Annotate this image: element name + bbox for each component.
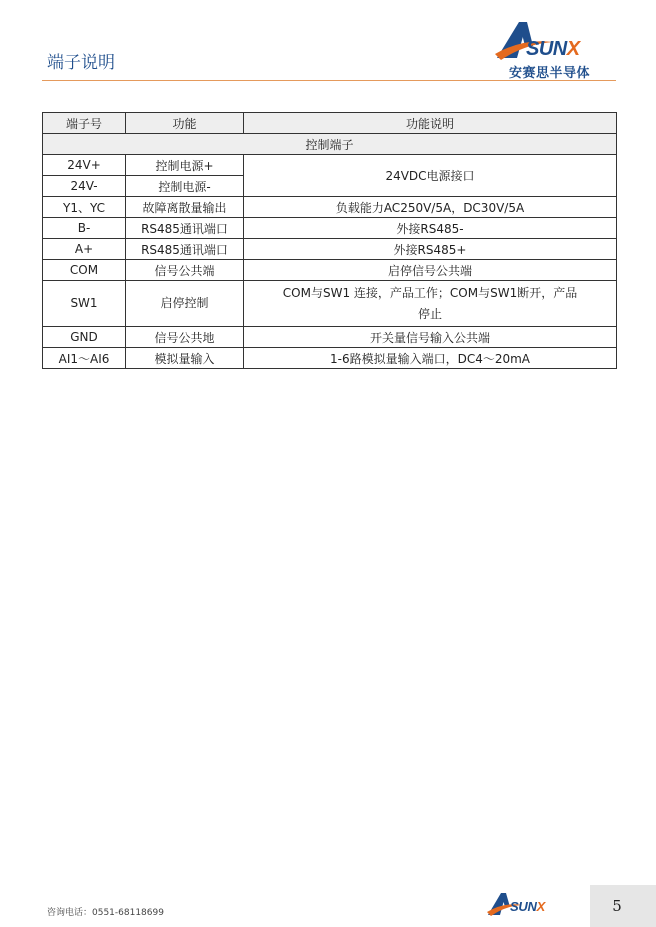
cell-terminal: COM (43, 260, 126, 281)
cell-description: 启停信号公共端 (244, 260, 617, 281)
footer-logo-wordmark: SUNX (510, 899, 545, 914)
cell-function: RS485通讯端口 (126, 218, 244, 239)
cell-description: 外接RS485- (244, 218, 617, 239)
group-title: 控制端子 (43, 134, 617, 155)
page-number-box (590, 885, 656, 927)
cell-terminal: A+ (43, 239, 126, 260)
page-number: 5 (612, 897, 622, 915)
terminal-table (42, 112, 617, 369)
logo-company-name: 安赛思半导体 (509, 66, 591, 81)
description-line: 停止 (417, 306, 442, 321)
cell-function: 故障离散量输出 (126, 197, 244, 218)
section-title: 端子说明 (47, 53, 115, 73)
table-row (43, 155, 617, 176)
cell-terminal: SW1 (43, 281, 126, 327)
table-row (43, 218, 617, 239)
cell-terminal: Y1、YC (43, 197, 126, 218)
footer-contact: 咨询电话：0551-68118699 (47, 908, 164, 918)
cell-function: RS485通讯端口 (126, 239, 244, 260)
header-divider (42, 80, 616, 81)
cell-function: 模拟量输入 (126, 348, 244, 369)
header-logo (493, 16, 615, 80)
cell-description (244, 281, 617, 327)
cell-terminal: GND (43, 327, 126, 348)
description-line: COM与SW1 连接，产品工作；COM与SW1断开，产品 (282, 285, 578, 300)
cell-function: 控制电源- (126, 176, 244, 197)
table-row (43, 239, 617, 260)
column-header-description: 功能说明 (244, 113, 617, 134)
column-header-terminal: 端子号 (43, 113, 126, 134)
cell-terminal: 24V- (43, 176, 126, 197)
cell-function: 启停控制 (126, 281, 244, 327)
table-row (43, 260, 617, 281)
cell-description: 外接RS485+ (244, 239, 617, 260)
table-group-row (43, 134, 617, 155)
cell-function: 信号公共地 (126, 327, 244, 348)
cell-terminal: AI1～AI6 (43, 348, 126, 369)
cell-terminal: 24V+ (43, 155, 126, 176)
cell-description: 开关量信号输入公共端 (244, 327, 617, 348)
table-row (43, 197, 617, 218)
footer-logo (486, 889, 566, 919)
table-header-row (43, 113, 617, 134)
cell-function: 信号公共端 (126, 260, 244, 281)
cell-function: 控制电源+ (126, 155, 244, 176)
cell-description: 24VDC电源接口 (244, 155, 617, 197)
column-header-function: 功能 (126, 113, 244, 134)
cell-description: 负载能力AC250V/5A，DC30V/5A (244, 197, 617, 218)
table-row (43, 348, 617, 369)
table-row (43, 327, 617, 348)
cell-description: 1-6路模拟量输入端口，DC4～20mA (244, 348, 617, 369)
logo-wordmark: SUNX (526, 38, 580, 60)
cell-terminal: B- (43, 218, 126, 239)
table-row (43, 281, 617, 327)
